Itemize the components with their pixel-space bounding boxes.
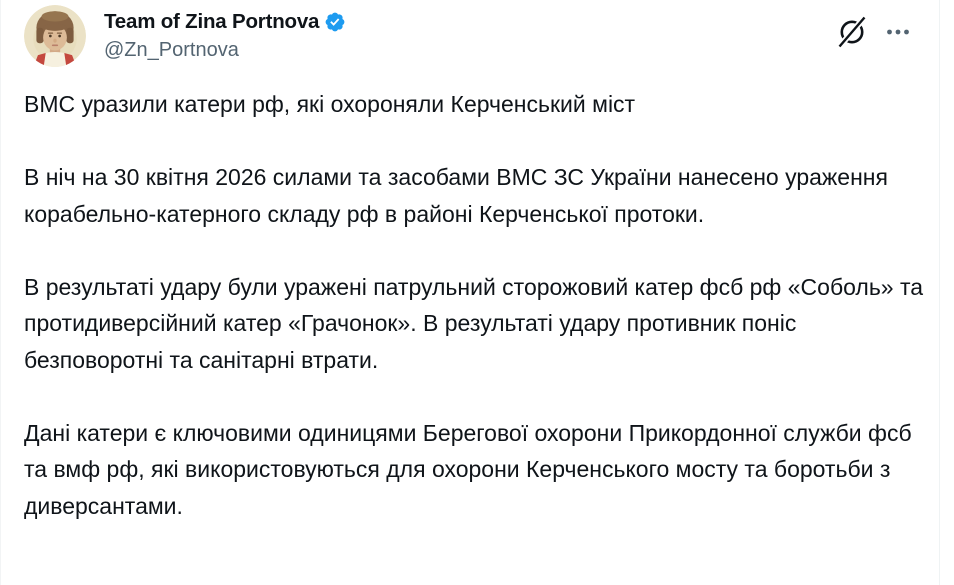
tweet-paragraph-4: Дані катери є ключовими одиницями Берегової охорони Прикордонної служби фсб та вмф рф, які використовуються для охорони Керченського мосту та боротьби з диверсантами. (24, 419, 912, 519)
user-names-block (104, 9, 346, 63)
avatar-portrait-image (24, 5, 86, 67)
tweet-text (24, 86, 925, 524)
grok-icon (836, 15, 868, 49)
tweet-paragraph-3: В результаті удару були уражені патрульний сторожовий катер фсб рф «Соболь» та протидиверсійний катер «Грачонок». В результаті удару противник поніс безповоротні та санітарні втрати. (24, 273, 924, 373)
verified-badge-icon (324, 11, 346, 33)
tweet-paragraph-1: ВМС уразили катери рф, які охороняли Керченський міст (24, 91, 636, 117)
more-options-button[interactable] (885, 19, 911, 45)
tweet-paragraph-2: В ніч на 30 квітня 2026 силами та засобами ВМС ЗС України нанесено ураження корабельно-катерного складу рф в районі Керченської протоки. (24, 164, 888, 227)
grok-button[interactable] (836, 15, 868, 49)
display-name[interactable]: Team of Zina Portnova (104, 10, 320, 33)
user-handle[interactable]: @Zn_Portnova (104, 39, 239, 61)
ellipsis-icon (885, 19, 911, 45)
header-actions (836, 15, 911, 49)
avatar[interactable] (24, 5, 86, 67)
tweet-header (24, 5, 911, 69)
